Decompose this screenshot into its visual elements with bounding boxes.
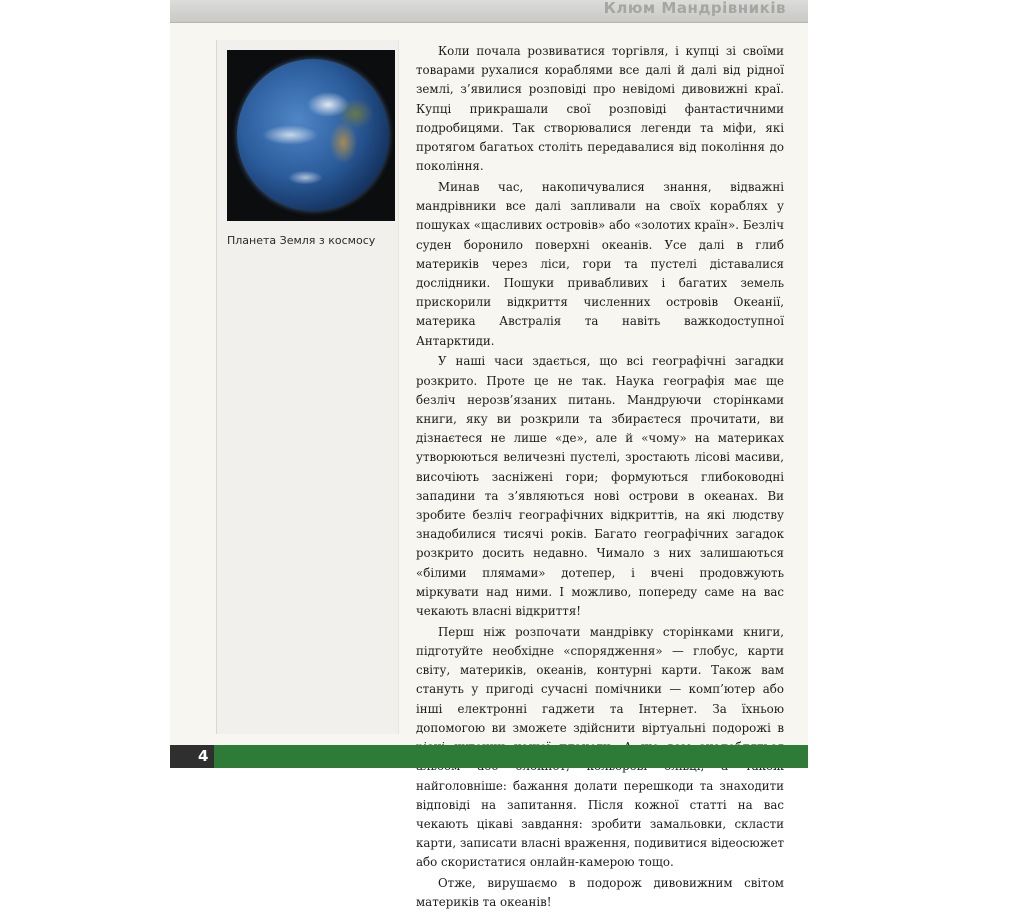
earth-from-space-photo bbox=[227, 50, 395, 221]
earth-globe-icon bbox=[237, 59, 389, 211]
paragraph-4: Перш ніж розпочати мандрівку сторінками книги, підготуйте необхідне «спорядження» — глобус, карти світу, материків, океанів, контурні карти. Також вам стануть у пригоді сучасні помічники — комп’ютер або інші електронні гаджети та Інтернет. За їхньою допомогою ви зможете здійснити віртуальні подорожі в найголовніше: бажання долати перешкоди та знаходити відповіді на запитання. Після кожної статті на вас чекають цікаві завдання: зробити замальовки, скласти карти, записати власні враження, подивитися відеосюжет або скористатися онлайн-камерою тощо. bbox=[416, 624, 784, 870]
figure-caption: Планета Земля з космосу bbox=[227, 234, 376, 247]
main-text bbox=[416, 42, 784, 914]
page-number: 4 bbox=[198, 747, 209, 765]
paragraph-5: Отже, вирушаємо в подорож дивовижним світом материків та океанів! bbox=[416, 876, 784, 910]
header-bar bbox=[170, 0, 808, 23]
book-page bbox=[170, 0, 808, 910]
header-title: Клюм Мандрівників bbox=[603, 0, 786, 17]
paragraph-1: Коли почала розвиватися торгівля, і купці зі своїми товарами рухалися кораблями все далі й далі від рідної землі, з’явилися розповіді про невідомі дивовижні краї. Купці прикрашали свої розповіді фантастичними подробицями. Так створювалися легенди та міфи, які протягом багатьох століть передавалися від покоління до покоління. bbox=[416, 44, 784, 174]
footer-band bbox=[170, 745, 808, 768]
paragraph-2: Минав час, накопичувалися знання, відважні мандрівники все далі запливали на своїх кораблях у пошуках «щасливих островів» або «золотих країн». Безліч суден боронило поверхні океанів. Усе далі в глиб материків через ліси, гори та пустелі діставалися дослідники. Пошуки привабливих і багатих земель прискорили відкриття численних островів Океанії, материка Австралія та навіть важкодоступної Антарктиди. bbox=[416, 180, 784, 348]
paragraph-3: У наші часи здається, що всі географічні загадки розкрито. Проте це не так. Наука географія має ще безліч нерозв’язаних питань. Мандруючи сторінками книги, яку ви розкрили та збираєтеся прочитати, ви дізнаєтеся не лише «де», але й «чому» на материках утворюються величезні пустелі, зростають лісові масиви, височіють засніжені гори; формуються глибоководні западини та з’являються нові острови в океанах. Ви зробите безліч географічних відкриттів, на які людству знадобилися тисячі років. Багато географічних загадок розкрито досить недавно. Чимало з них залишаються «білими плямами» дотепер, і вчені продовжують міркувати над ними. І можливо, попереду саме на вас чекають власні відкриття! bbox=[416, 354, 784, 619]
column-divider bbox=[216, 40, 217, 734]
